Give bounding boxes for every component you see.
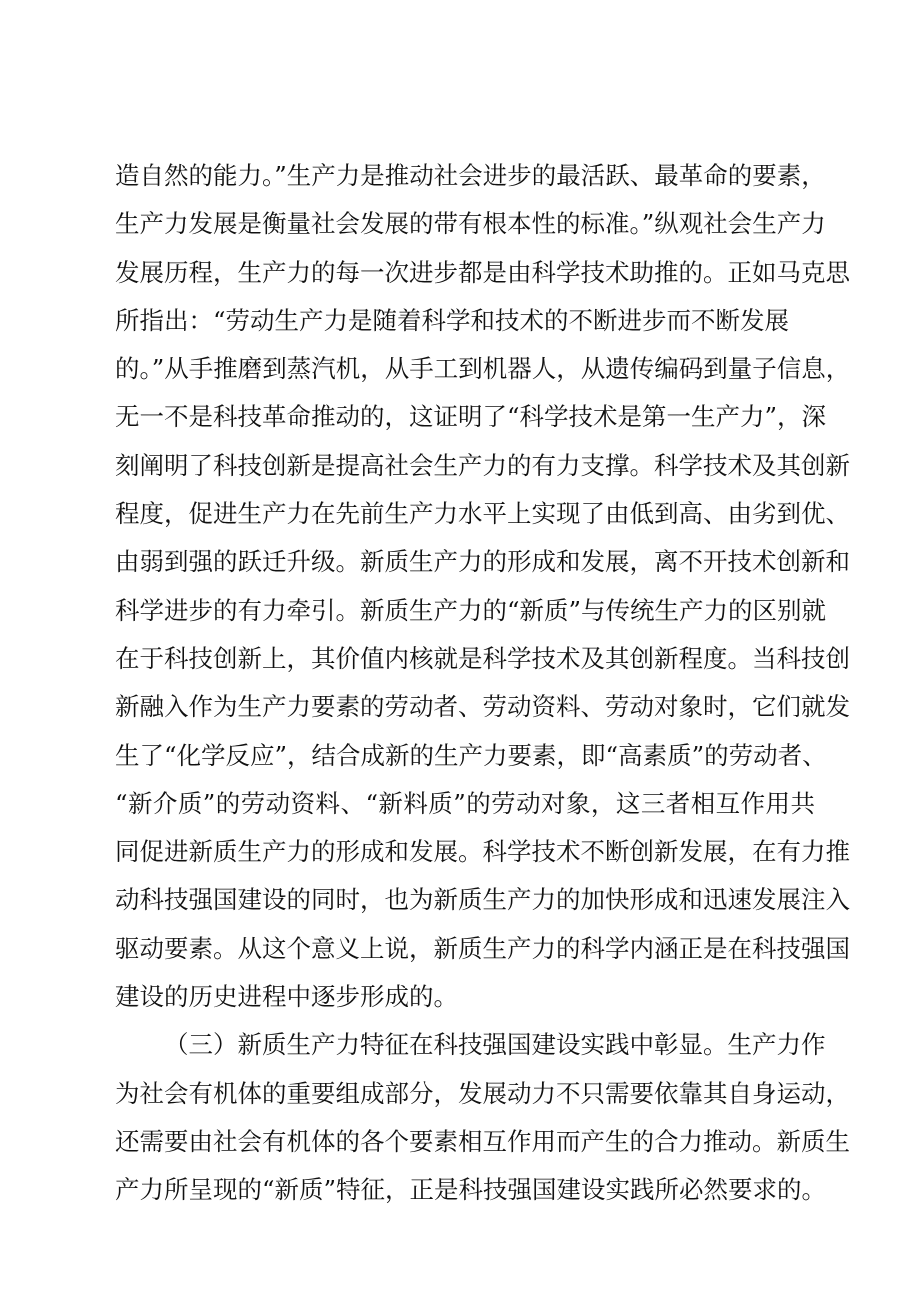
section-heading-line: （三）新质生产力特征在科技强国建设实践中彰显。生产力作 — [164, 1030, 826, 1060]
text-line: 造自然的能力。”生产力是推动社会进步的最活跃、最革命的要素， — [115, 161, 826, 190]
text-line: 程度，促进生产力在先前生产力水平上实现了由低到高、由劣到优、 — [115, 499, 850, 529]
text-line: 由弱到强的跃迁升级。新质生产力的形成和发展，离不开技术创新和 — [115, 547, 850, 577]
paragraph — [115, 1021, 850, 1214]
text-line: 同促进新质生产力的形成和发展。科学技术不断创新发展，在有力推 — [115, 837, 850, 867]
text-line: 还需要由社会有机体的各个要素相互作用而产生的合力推动。新质生 — [115, 1126, 850, 1156]
text-line: 动科技强国建设的同时，也为新质生产力的加快形成和迅速发展注入 — [115, 885, 850, 915]
text-line: 生产力发展是衡量社会发展的带有根本性的标准。”纵观社会生产力 — [115, 209, 826, 239]
text-line: 生了“化学反应”，结合成新的生产力要素，即“高素质”的劳动者、 — [115, 740, 827, 770]
text-line: 建设的历史进程中逐步形成的。 — [115, 982, 458, 1012]
text-line: 驱动要素。从这个意义上说，新质生产力的科学内涵正是在科技强国 — [115, 933, 850, 963]
text-line: “新介质”的劳动资料、“新料质”的劳动对象，这三者相互作用共 — [115, 788, 815, 818]
text-line: 科学进步的有力牵引。新质生产力的“新质”与传统生产力的区别就 — [115, 595, 827, 625]
text-line: 发展历程，生产力的每一次进步都是由科学技术助推的。正如马克思 — [115, 257, 850, 287]
body-text — [115, 152, 851, 1215]
text-line: 在于科技创新上，其价值内核就是科学技术及其创新程度。当科技创 — [115, 643, 850, 673]
text-line: 无一不是科技革命推动的，这证明了“科学技术是第一生产力”，深 — [115, 402, 827, 432]
text-line: 产力所呈现的“新质”特征，正是科技强国建设实践所必然要求的。 — [115, 1175, 827, 1205]
text-line: 所指出：“劳动生产力是随着科学和技术的不断进步而不断发展 — [115, 305, 790, 335]
text-line: 的。”从手推磨到蒸汽机，从手工到机器人，从遗传编码到量子信息， — [115, 354, 851, 384]
text-line: 为社会有机体的重要组成部分，发展动力不只需要依靠其自身运动， — [115, 1078, 850, 1108]
text-line: 新融入作为生产力要素的劳动者、劳动资料、劳动对象时，它们就发 — [115, 692, 850, 722]
paragraph — [115, 152, 851, 1021]
text-line: 刻阐明了科技创新是提高社会生产力的有力支撑。科学技术及其创新 — [115, 450, 850, 480]
